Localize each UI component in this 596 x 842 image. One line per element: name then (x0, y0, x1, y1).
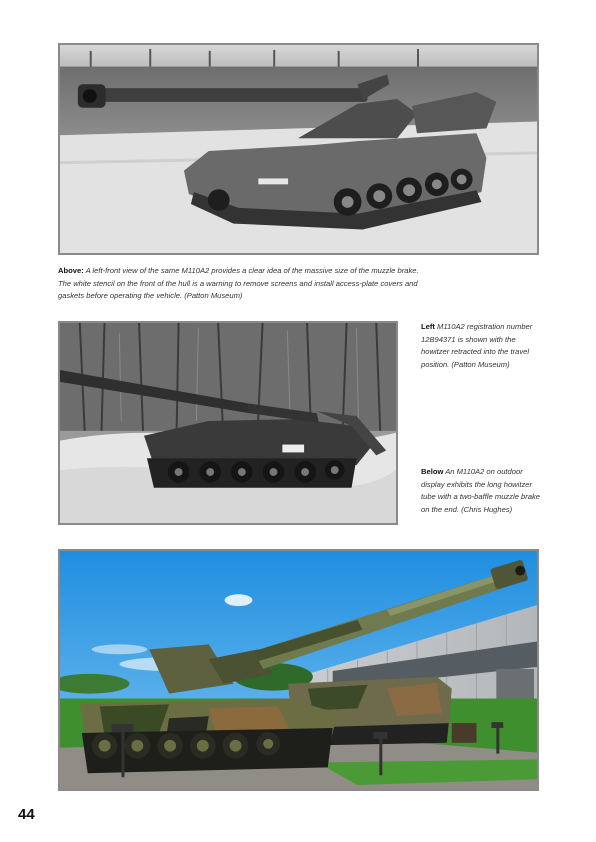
caption-below-label: Below (421, 467, 444, 476)
photo-2-image (60, 323, 396, 523)
caption-left-text: M110A2 registration number 12B94371 is shown with the howitzer retracted into the travel position. (Patton Museum) (421, 322, 533, 369)
caption-above-text: A left-front view of the same M110A2 provides a clear idea of the massive size of the muzzle brake. The white stencil on the front of the hull is a warning to remove screens and install access-plate covers and gaskets before operating the vehicle. (Patton Museum) (58, 266, 419, 300)
caption-above-label: Above: (58, 266, 84, 275)
caption-below-text: An M110A2 on outdoor display exhibits the long howitzer tube with a two-baffle muzzle brake on the end. (Chris Hughes) (421, 467, 541, 514)
photo-1-image (60, 45, 537, 253)
photo-3-image (60, 551, 537, 789)
photo-m110a2-travel-position (58, 321, 398, 525)
caption-below (421, 466, 541, 516)
photo-m110a2-outdoor-display (58, 549, 539, 791)
page-number: 44 (18, 806, 35, 823)
photo-m110a2-front-view (58, 43, 539, 255)
caption-left (421, 321, 541, 371)
caption-above (58, 265, 422, 303)
caption-left-label: Left (421, 322, 435, 331)
